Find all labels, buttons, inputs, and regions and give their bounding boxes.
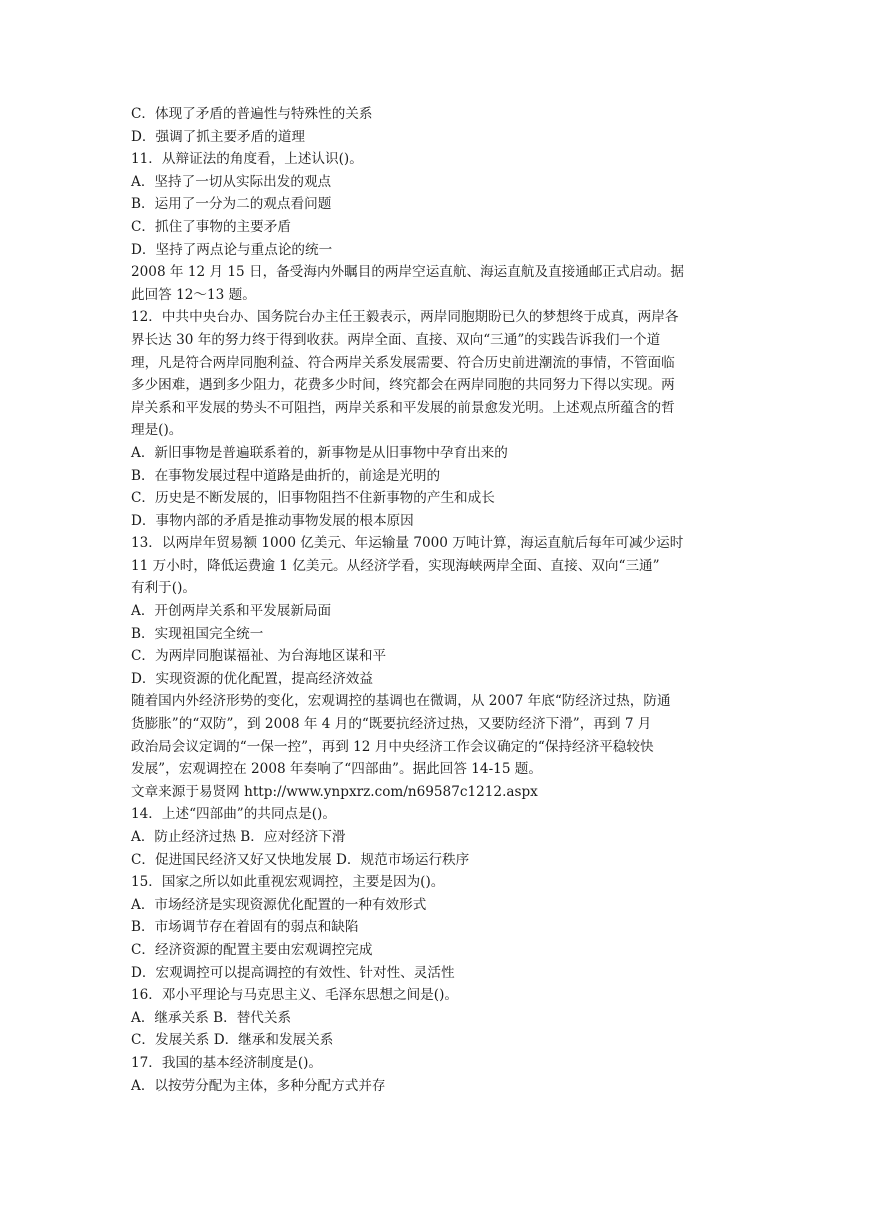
text-line: D．事物内部的矛盾是推动事物发展的根本原因 [131,512,414,529]
text-line: C．经济资源的配置主要由宏观调控完成 [131,941,373,958]
text-line: A．市场经济是实现资源优化配置的一种有效形式 [131,896,427,913]
text-line: C．促进国民经济又好又快地发展 D．规范市场运行秩序 [131,851,470,868]
text-line: 15．国家之所以如此重视宏观调控，主要是因为()。 [131,874,445,891]
text-line: A．防止经济过热 B．应对经济下滑 [131,829,346,845]
text-line: D．强调了抓主要矛盾的道理 [131,128,306,145]
text-line: A．继承关系 B．替代关系 [131,1009,292,1026]
text-line: D．实现资源的优化配置，提高经济效益 [131,670,373,687]
text-line: 此回答 12～13 题。 [131,286,256,303]
text-line: 11．从辩证法的角度看，上述认识()。 [131,151,363,168]
text-line: 17．我国的基本经济制度是()。 [131,1054,323,1071]
text-line: D．坚持了两点论与重点论的统一 [131,241,333,258]
text-line: A．坚持了一切从实际出发的观点 [131,173,332,190]
text-line: 13．以两岸年贸易额 1000 亿美元、年运输量 7000 万吨计算，海运直航后每年可减少运时 [131,535,684,552]
text-line: 文章来源于易贤网 http://www.ynpxrz.com/n69587c1212.aspx [131,783,538,800]
text-line: A．开创两岸关系和平发展新局面 [131,603,332,620]
text-line: 政治局会议定调的“一保一控”，再到 12 月中央经济工作会议确定的“保持经济平稳较快 [131,738,654,755]
text-line: D．宏观调控可以提高调控的有效性、针对性、灵活性 [131,964,455,981]
text-line: 11 万小时，降低运费逾 1 亿美元。从经济学看，实现海峡两岸全面、直接、双向“三通” [131,557,660,574]
text-line: C．为两岸同胞谋福祉、为台海地区谋和平 [131,648,387,665]
text-line: 多少困难，遇到多少阻力，花费多少时间，终究都会在两岸同胞的共同努力下得以实现。两 [131,377,675,394]
text-line: B．在事物发展过程中道路是曲折的，前途是光明的 [131,467,441,484]
text-line: C．体现了矛盾的普遍性与特殊性的关系 [131,106,373,122]
text-line: 有利于()。 [131,580,196,597]
text-line: B．实现祖国完全统一 [131,625,264,642]
text-line: 发展”，宏观调控在 2008 年奏响了“四部曲”。据此回答 14-15 题。 [131,761,542,778]
text-line: C．历史是不断发展的，旧事物阻挡不住新事物的产生和成长 [131,490,495,507]
text-line: A．新旧事物是普遍联系着的，新事物是从旧事物中孕育出来的 [131,444,508,461]
text-line: 12．中共中央台办、国务院台办主任王毅表示，两岸同胞期盼已久的梦想终于成真，两岸各 [131,309,679,326]
text-line: 2008 年 12 月 15 日，备受海内外瞩目的两岸空运直航、海运直航及直接通邮正式启动。据 [131,264,684,281]
text-line: 理，凡是符合两岸同胞利益、符合两岸关系发展需要、符合历史前进潮流的事情，不管面临 [131,354,675,371]
text-line: 岸关系和平发展的势头不可阻挡，两岸关系和平发展的前景愈发光明。上述观点所蕴含的哲 [131,399,675,416]
text-line: 随着国内外经济形势的变化，宏观调控的基调也在微调，从 2007 年底“防经济过热，防通 [131,693,671,710]
text-line: A．以按劳分配为主体，多种分配方式并存 [131,1077,386,1094]
text-line: C．抓住了事物的主要矛盾 [131,218,291,235]
text-line: 界长达 30 年的努力终于得到收获。两岸全面、直接、双向“三通”的实践告诉我们一个道 [131,331,661,348]
document-body [131,103,751,1097]
text-line: 14．上述“四部曲”的共同点是()。 [131,806,336,823]
text-line: C．发展关系 D．继承和发展关系 [131,1032,334,1049]
text-line: B．运用了一分为二的观点看问题 [131,196,332,213]
text-line: 理是()。 [131,422,183,439]
text-line: 货膨胀”的“双防”，到 2008 年 4 月的“既要抗经济过热，又要防经济下滑”，再到 7 月 [131,716,652,733]
text-line: 16．邓小平理论与马克思主义、毛泽东思想之间是()。 [131,987,458,1004]
text-line: B．市场调节存在着固有的弱点和缺陷 [131,919,359,936]
